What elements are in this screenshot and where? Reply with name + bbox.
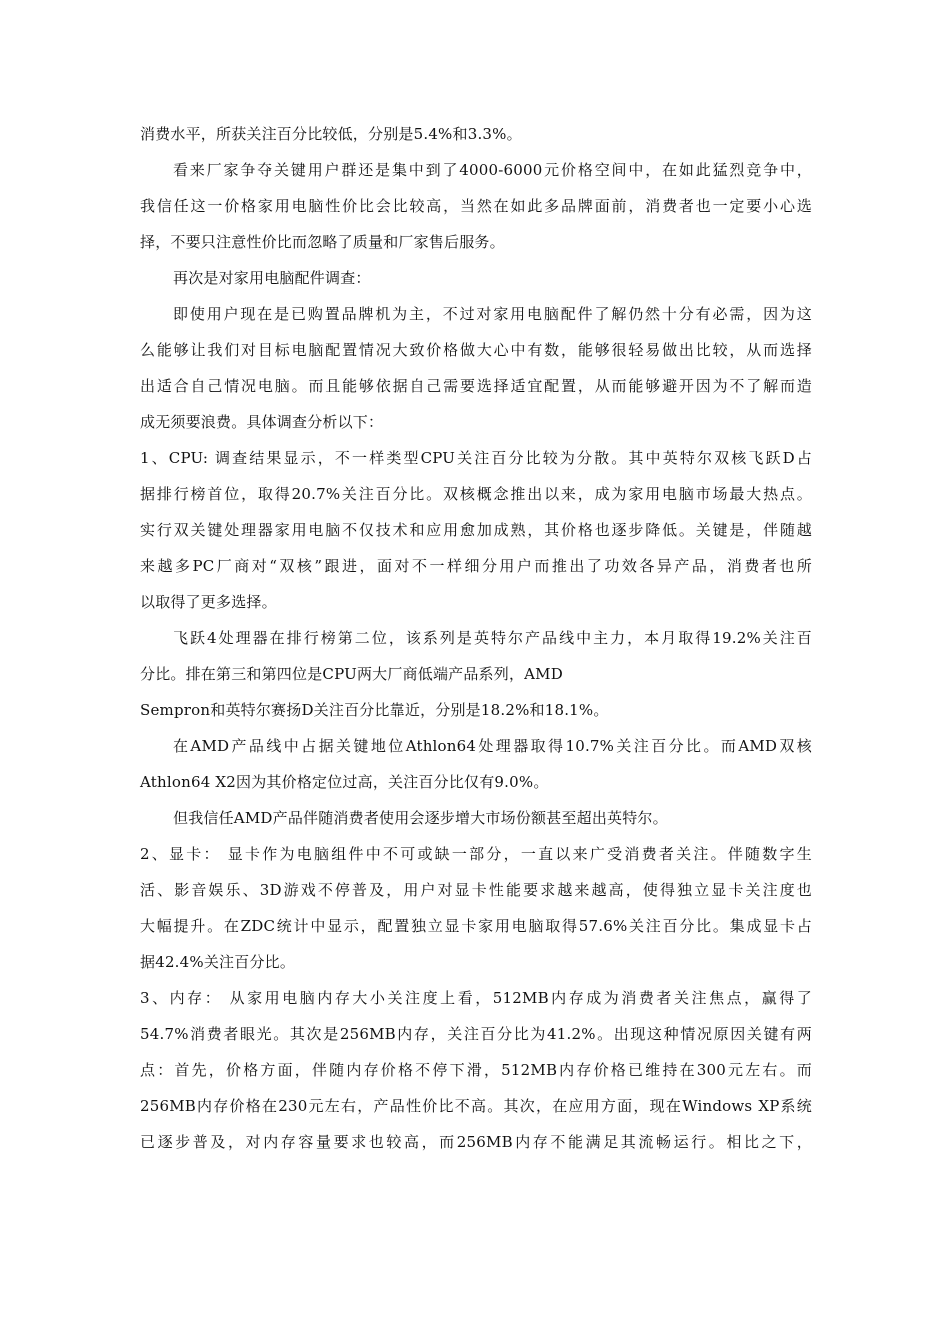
paragraph-line-9: 成无须要浪费。具体调查分析以下： — [140, 413, 384, 431]
paragraph-line-19: Athlon64 X2因为其价格定位过高，关注百分比仅有9.0%。 — [140, 773, 549, 791]
paragraph-line-17: Sempron和英特尔赛扬D关注百分比靠近，分别是18.2%和18.1%。 — [140, 701, 609, 719]
document-page — [140, 116, 812, 1160]
paragraph-line-18: 在AMD产品线中占据关键地位Athlon64处理器取得10.7%关注百分比。而AMD双核 — [173, 737, 812, 755]
paragraph-line-15: 飞跃4处理器在排行榜第二位，该系列是英特尔产品线中主力，本月取得19.2%关注百 — [173, 629, 812, 647]
paragraph-line-24: 据42.4%关注百分比。 — [140, 953, 296, 971]
paragraph-line-25: 3、内存： 从家用电脑内存大小关注度上看，512MB内存成为消费者关注焦点，赢得了 — [140, 989, 812, 1007]
paragraph-line-20: 但我信任AMD产品伴随消费者使用会逐步增大市场份额甚至超出英特尔。 — [173, 809, 668, 827]
paragraph-line-14: 以取得了更多选择。 — [140, 593, 277, 611]
paragraph-line-28: 256MB内存价格在230元左右，产品性价比不高。其次，在应用方面，现在Windows XP系统 — [140, 1097, 812, 1115]
paragraph-line-23: 大幅提升。在ZDC统计中显示，配置独立显卡家用电脑取得57.6%关注百分比。集成显卡占 — [140, 917, 812, 935]
paragraph-line-10: 1、CPU: 调查结果显示，不一样类型CPU关注百分比较为分散。其中英特尔双核飞跃D占 — [140, 449, 812, 467]
paragraph-line-26: 54.7%消费者眼光。其次是256MB内存，关注百分比为41.2%。出现这种情况原因关键有两 — [140, 1025, 812, 1043]
paragraph-line-29: 已逐步普及，对内存容量要求也较高，而256MB内存不能满足其流畅运行。相比之下， — [140, 1133, 812, 1151]
paragraph-line-22: 活、影音娱乐、3D游戏不停普及，用户对显卡性能要求越来越高，使得独立显卡关注度也 — [140, 881, 812, 899]
paragraph-line-1: 消费水平，所获关注百分比较低，分别是5.4%和3.3%。 — [140, 125, 522, 143]
paragraph-line-4: 择，不要只注意性价比而忽略了质量和厂家售后服务。 — [140, 233, 505, 251]
paragraph-line-2: 看来厂家争夺关键用户群还是集中到了4000-6000元价格空间中，在如此猛烈竞争中， — [173, 161, 812, 179]
paragraph-line-7: 么能够让我们对目标电脑配置情况大致价格做大心中有数，能够很轻易做出比较，从而选择 — [140, 341, 812, 359]
paragraph-line-5: 再次是对家用电脑配件调查： — [173, 269, 371, 287]
paragraph-line-6: 即使用户现在是已购置品牌机为主，不过对家用电脑配件了解仍然十分有必需，因为这 — [173, 305, 812, 323]
paragraph-line-11: 据排行榜首位，取得20.7%关注百分比。双核概念推出以来，成为家用电脑市场最大热点。 — [140, 485, 812, 503]
paragraph-line-13: 来越多PC厂商对“双核”跟进，面对不一样细分用户而推出了功效各异产品，消费者也所 — [140, 557, 812, 575]
paragraph-line-8: 出适合自己情况电脑。而且能够依据自己需要选择适宜配置，从而能够避开因为不了解而造 — [140, 377, 812, 395]
paragraph-line-16: 分比。排在第三和第四位是CPU两大厂商低端产品系列，AMD — [140, 665, 563, 683]
paragraph-line-3: 我信任这一价格家用电脑性价比会比较高，当然在如此多品牌面前，消费者也一定要小心选 — [140, 197, 812, 215]
paragraph-line-12: 实行双关键处理器家用电脑不仅技术和应用愈加成熟，其价格也逐步降低。关键是，伴随越 — [140, 521, 812, 539]
paragraph-line-27: 点：首先，价格方面，伴随内存价格不停下滑，512MB内存价格已维持在300元左右。而 — [140, 1061, 812, 1079]
paragraph-line-21: 2、显卡： 显卡作为电脑组件中不可或缺一部分，一直以来广受消费者关注。伴随数字生 — [140, 845, 812, 863]
